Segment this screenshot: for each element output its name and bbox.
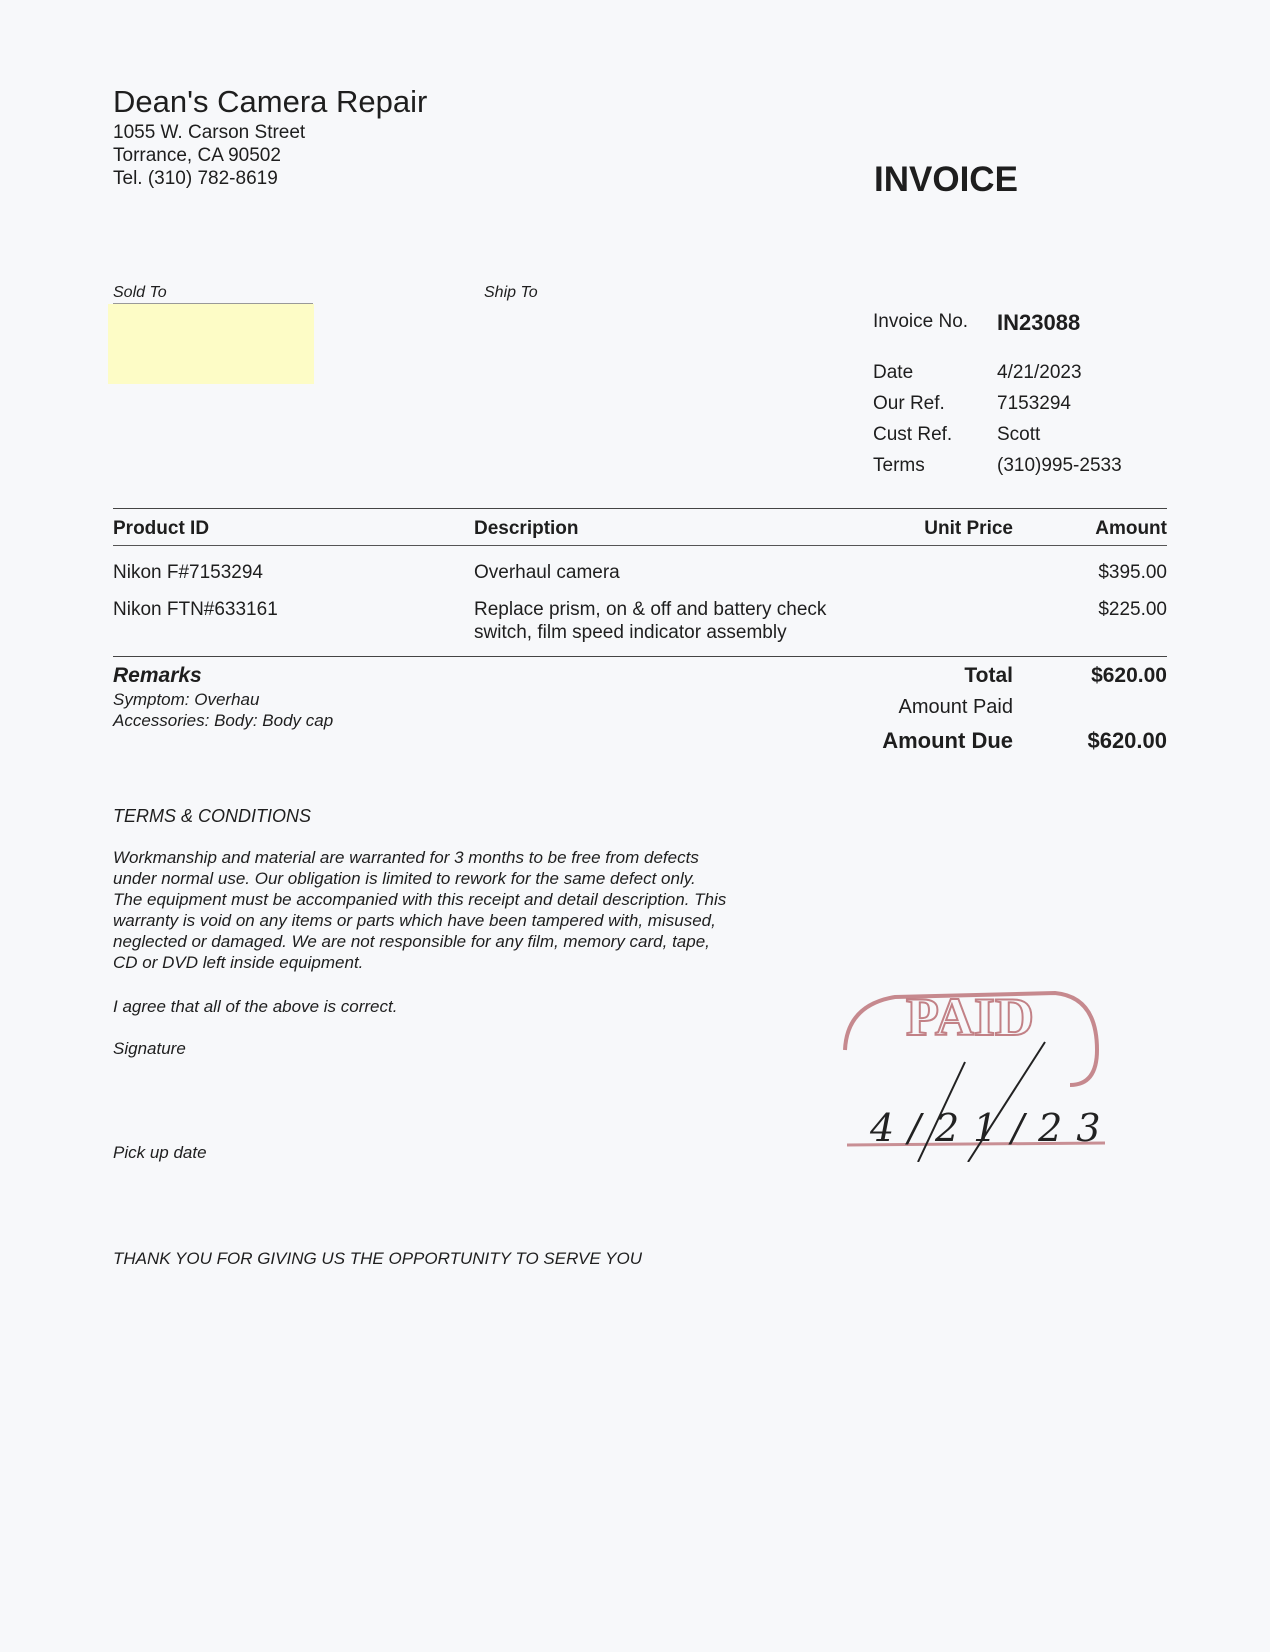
handwritten-date-text: 4/21/23 [870, 1106, 1115, 1150]
terms-label: Terms [873, 455, 925, 476]
header-unit-price: Unit Price [924, 518, 1013, 539]
redacted-address-block [108, 304, 314, 384]
remarks-symptom: Symptom: Overhau [113, 690, 260, 709]
terms-line-5: neglected or damaged. We are not responsible for any film, memory card, tape, [113, 932, 710, 951]
sold-to-label: Sold To [113, 284, 167, 301]
company-address-line2: Torrance, CA 90502 [113, 145, 281, 166]
company-address-line1: 1055 W. Carson Street [113, 122, 306, 143]
cust-ref-label: Cust Ref. [873, 424, 953, 445]
invoice-title: INVOICE [874, 160, 1018, 199]
date-label: Date [873, 362, 914, 383]
terms-value: (310)995-2533 [997, 455, 1122, 476]
amount-due-label: Amount Due [882, 728, 1013, 753]
terms-line-1: Workmanship and material are warranted for 3 months to be free from defects [113, 848, 699, 867]
cust-ref-value: Scott [997, 424, 1041, 445]
terms-conditions-body [113, 847, 813, 973]
date-value: 4/21/2023 [997, 362, 1082, 383]
table-top-rule [113, 508, 1167, 509]
our-ref-label: Our Ref. [873, 393, 945, 414]
row2-amount: $225.00 [1098, 599, 1167, 620]
handwritten-date [870, 1032, 1115, 1162]
thank-you-message: THANK YOU FOR GIVING US THE OPPORTUNITY TO SERVE YOU [113, 1249, 642, 1268]
company-name: Dean's Camera Repair [113, 84, 428, 119]
header-product-id: Product ID [113, 518, 210, 539]
terms-line-6: CD or DVD left inside equipment. [113, 953, 364, 972]
amount-due-value: $620.00 [1087, 728, 1167, 753]
pickup-date-label: Pick up date [113, 1143, 207, 1162]
header-amount: Amount [1095, 518, 1167, 539]
terms-conditions-title: TERMS & CONDITIONS [113, 806, 312, 826]
amount-paid-label: Amount Paid [898, 696, 1013, 718]
row2-description-line2: switch, film speed indicator assembly [474, 622, 787, 643]
terms-line-4: warranty is void on any items or parts which have been tampered with, misused, [113, 911, 716, 930]
remarks-accessories: Accessories: Body: Body cap [113, 711, 334, 730]
agreement-text: I agree that all of the above is correct. [113, 997, 398, 1016]
table-header-rule [113, 545, 1167, 546]
total-label: Total [964, 664, 1013, 687]
terms-line-2: under normal use. Our obligation is limited to rework for the same defect only. [113, 869, 696, 888]
invoice-no-value: IN23088 [997, 310, 1081, 335]
row1-product: Nikon F#7153294 [113, 562, 263, 583]
row2-product: Nikon FTN#633161 [113, 599, 278, 620]
company-phone: Tel. (310) 782-8619 [113, 168, 278, 189]
signature-label: Signature [113, 1039, 186, 1058]
row2-description-line1: Replace prism, on & off and battery check [474, 599, 827, 620]
remarks-title: Remarks [113, 664, 202, 687]
total-value: $620.00 [1091, 664, 1167, 687]
stamp-paid-text: PAID [906, 987, 1034, 1047]
row1-description: Overhaul camera [474, 562, 620, 583]
table-bottom-rule [113, 656, 1167, 657]
terms-line-3: The equipment must be accompanied with this receipt and detail description. This [113, 890, 727, 909]
our-ref-value: 7153294 [997, 393, 1071, 414]
invoice-no-label: Invoice No. [873, 311, 969, 332]
ship-to-label: Ship To [484, 284, 538, 301]
header-description: Description [474, 518, 579, 539]
row1-amount: $395.00 [1098, 562, 1167, 583]
